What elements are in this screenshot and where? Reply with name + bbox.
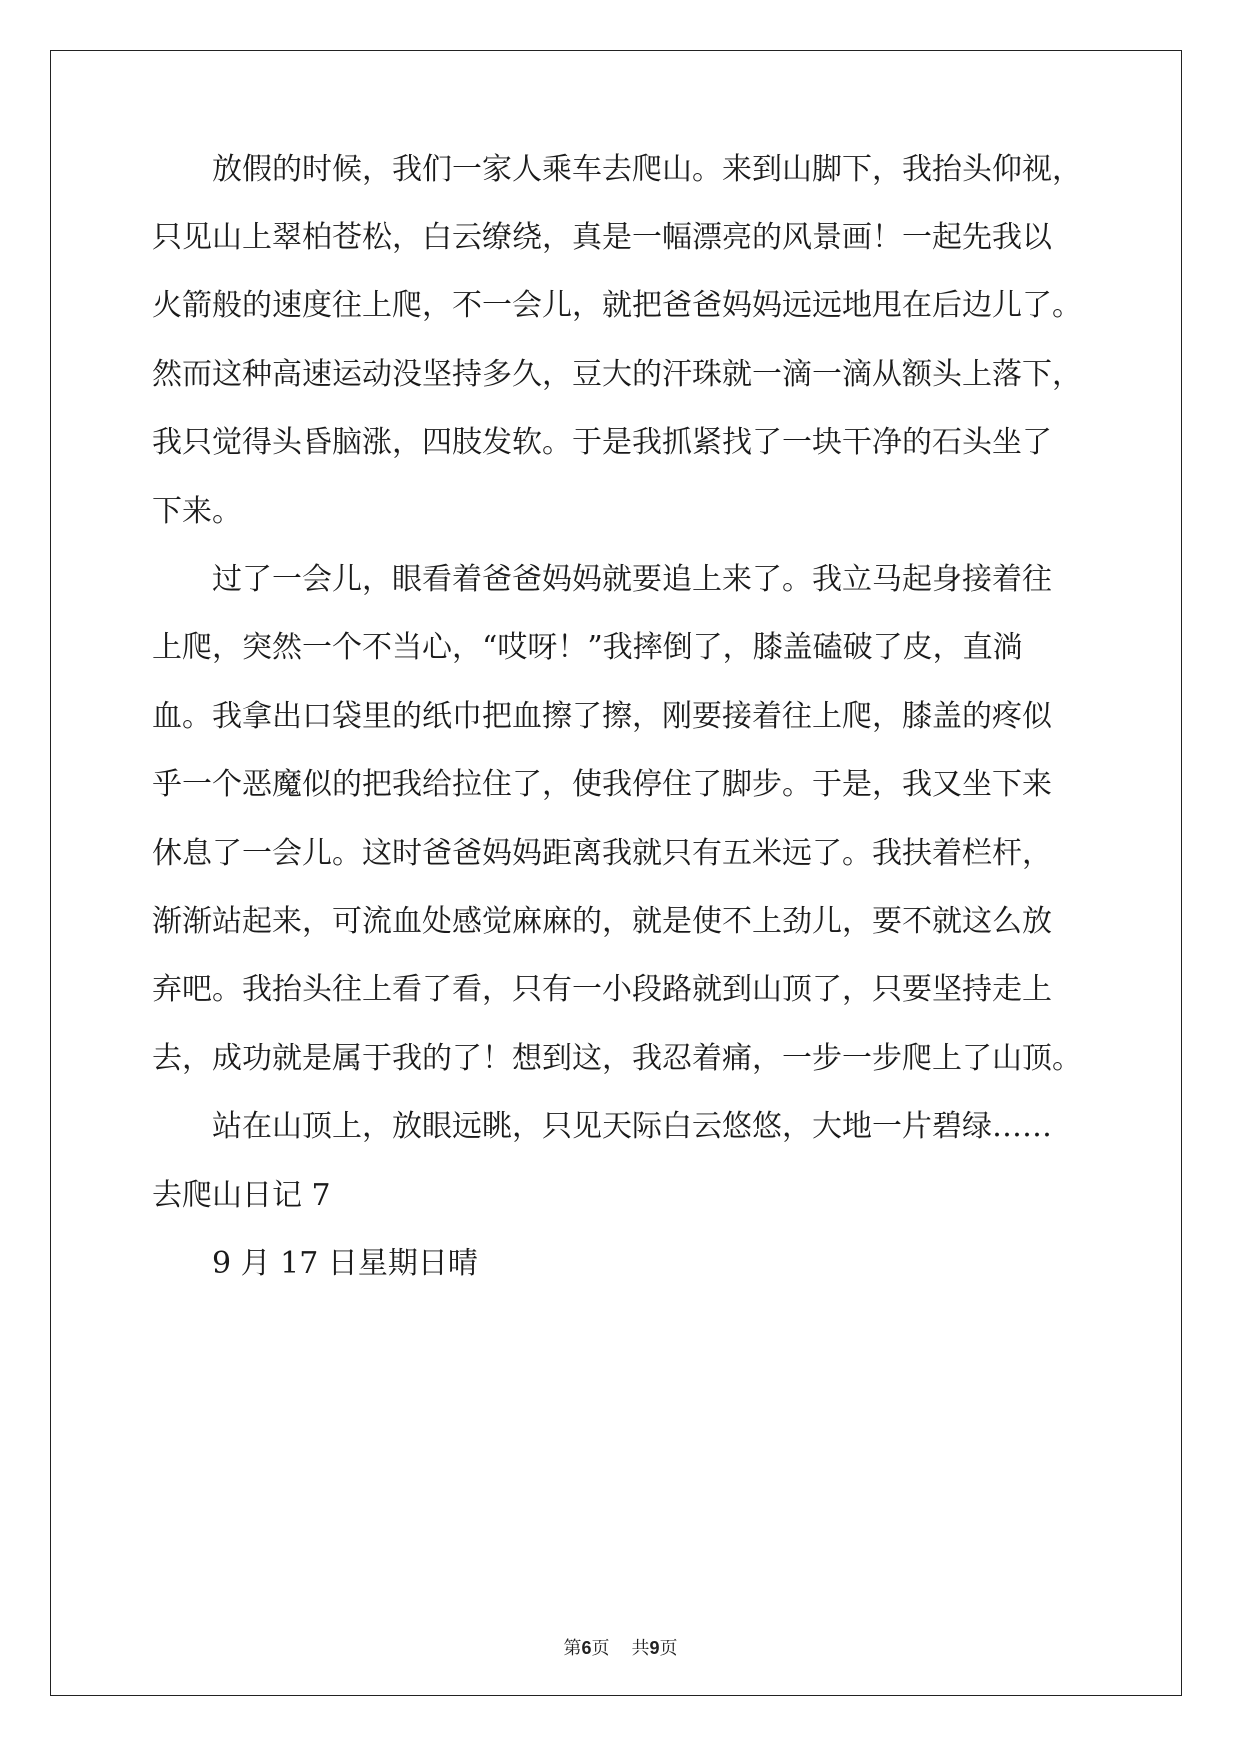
diary-date: 9 月 17 日星期日晴 (212, 1246, 478, 1281)
paragraph-line: 过了一会儿，眼看着爸爸妈妈就要追上来了。我立马起身接着往 (212, 562, 1052, 597)
paragraph-line: 血。我拿出口袋里的纸巾把血擦了擦，刚要接着往上爬，膝盖的疼似 (152, 699, 1052, 734)
paragraph-line: 火箭般的速度往上爬，不一会儿，就把爸爸妈妈远远地甩在后边儿了。 (152, 288, 1082, 323)
paragraph-line: 弃吧。我抬头往上看了看，只有一小段路就到山顶了，只要坚持走上 (152, 972, 1052, 1007)
paragraph-line: 上爬，突然一个不当心，“哎呀！”我摔倒了，膝盖磕破了皮，直淌 (152, 630, 1023, 665)
paragraph-line: 只见山上翠柏苍松，白云缭绕，真是一幅漂亮的风景画！一起先我以 (152, 220, 1052, 255)
page-footer (0, 1636, 1241, 1661)
footer-prefix: 第 (563, 1638, 582, 1659)
paragraph-line: 休息了一会儿。这时爸爸妈妈距离我就只有五米远了。我扶着栏杆， (152, 836, 1052, 871)
diary-title: 去爬山日记 7 (152, 1178, 331, 1213)
paragraph-line: 放假的时候，我们一家人乘车去爬山。来到山脚下，我抬头仰视， (212, 152, 1082, 187)
paragraph-line: 渐渐站起来，可流血处感觉麻麻的，就是使不上劲儿，要不就这么放 (152, 904, 1052, 939)
total-page-number: 9 (649, 1638, 660, 1658)
footer-suffix: 页 (659, 1638, 678, 1659)
paragraph-line: 我只觉得头昏脑涨，四肢发软。于是我抓紧找了一块干净的石头坐了 (152, 425, 1052, 460)
paragraph-line: 站在山顶上，放眼远眺，只见天际白云悠悠，大地一片碧绿…… (212, 1109, 1052, 1144)
paragraph-line: 去，成功就是属于我的了！想到这，我忍着痛，一步一步爬上了山顶。 (152, 1041, 1082, 1076)
paragraph-line: 下来。 (152, 494, 242, 529)
paragraph-line: 然而这种高速运动没坚持多久，豆大的汗珠就一滴一滴从额头上落下， (152, 357, 1082, 392)
footer-total-prefix: 共 (631, 1638, 650, 1659)
paragraph-line: 乎一个恶魔似的把我给拉住了，使我停住了脚步。于是，我又坐下来 (152, 767, 1052, 802)
current-page-number: 6 (581, 1638, 592, 1658)
footer-mid: 页 (591, 1638, 610, 1659)
